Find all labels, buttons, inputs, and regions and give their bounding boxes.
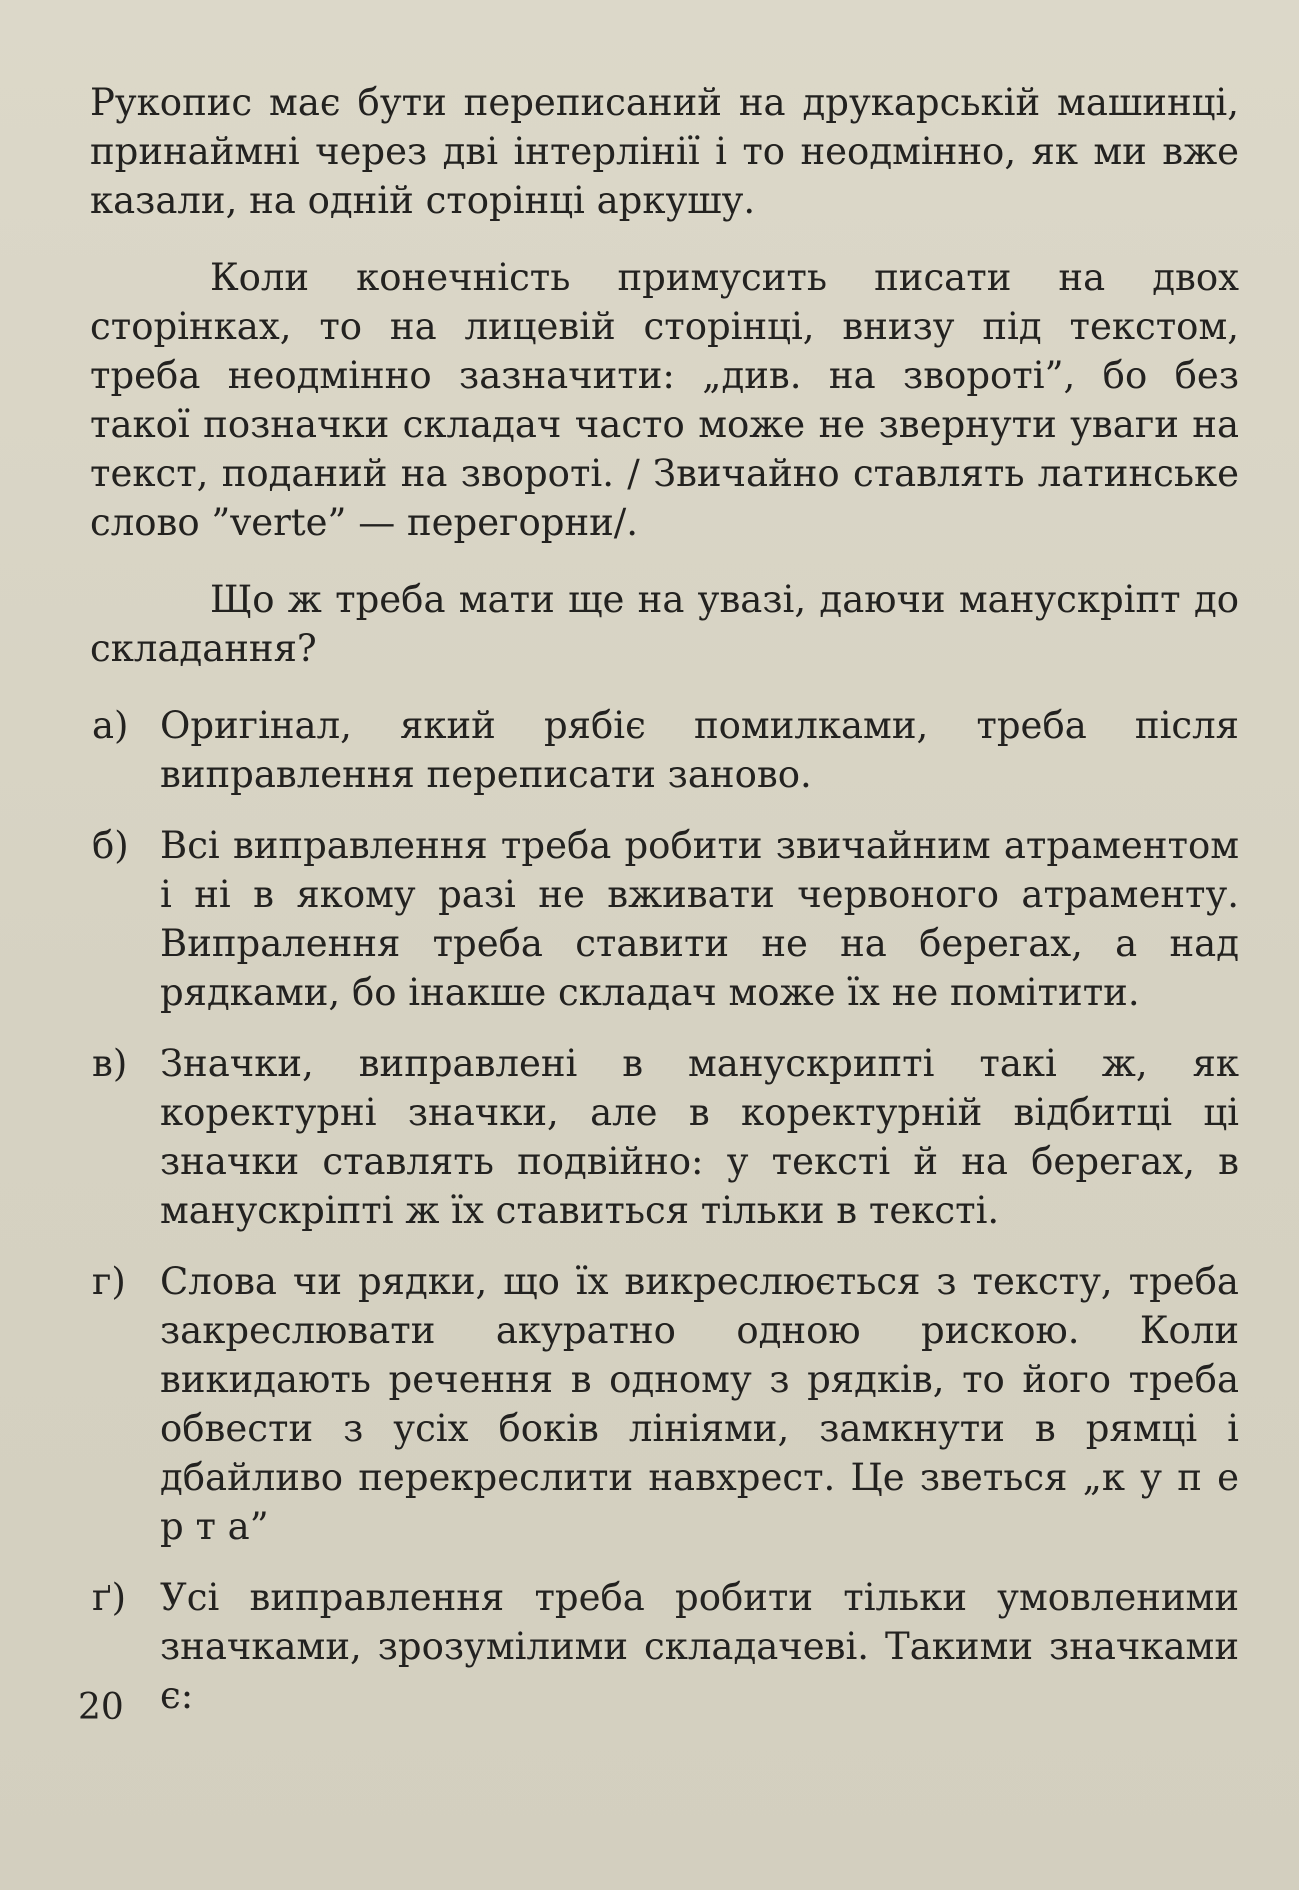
list-item-label: а) [92, 704, 129, 747]
list-item-label: в) [92, 1042, 128, 1085]
list-item-b [90, 821, 1239, 1017]
list-item-text: Всі виправлення треба робити звичайним атраментом і ні в якому разі не вживати червоного атраменту. Випралення треба ставити не на берегах, а над рядками, бо інакше складач може їх не помітити. [160, 824, 1239, 1014]
paragraph-text: Що ж треба мати ще на увазі, даючи манускріпт до складання? [90, 578, 1239, 670]
list-item-text: Слова чи рядки, що їх викреслюється з тексту, треба закреслювати акуратно одною рискою. Коли викидають речення в одному з рядків, то його треба обвести з усіх боків лініями, замкнути в рямці і дбайливо перекреслити навхрест. Це зветься „к у п е р т а” [160, 1260, 1239, 1548]
list-item-label: ґ) [92, 1576, 127, 1619]
paragraph-text: Коли конечність примусить писати на двох сторінках, то на лицевій сторінці, внизу під текстом, треба неодмінно зазначити: „див. на звороті”, бо без такої позначки складач часто може не звернути уваги на текст, поданий на звороті. / Звичайно ставлять латинське слово ”verte” — перегорни/. [90, 256, 1239, 544]
list-item-label: б) [92, 824, 129, 867]
paragraph-text: Рукопис має бути переписаний на друкарській машинці, принаймні через дві інтерлінії і то неодмінно, як ми вже казали, на одній сторінці аркушу. [90, 81, 1239, 222]
list-item-v [90, 1039, 1239, 1235]
paragraph-manuscript-typing [90, 78, 1239, 225]
list-item-text: Значки, виправлені в манускрипті такі ж, як коректурні значки, але в коректурній відбитці ці значки ставлять подвійно: у тексті й на берегах, в манускріпті ж їх ставиться тільки в тексті. [160, 1042, 1239, 1232]
list-item-h [90, 1257, 1239, 1551]
paragraph-two-sides [90, 253, 1239, 547]
list-item-label: г) [92, 1260, 126, 1303]
list-item-a [90, 701, 1239, 799]
paragraph-question [90, 575, 1239, 673]
list-item-g [90, 1573, 1239, 1720]
list-item-text: Оригінал, який рябіє помилками, треба після виправлення переписати заново. [160, 704, 1239, 796]
page-number: 20 [78, 1687, 124, 1728]
list-item-text: Усі виправлення треба робити тільки умовленими значками, зрозумілими складачеві. Такими значками є: [160, 1576, 1239, 1717]
